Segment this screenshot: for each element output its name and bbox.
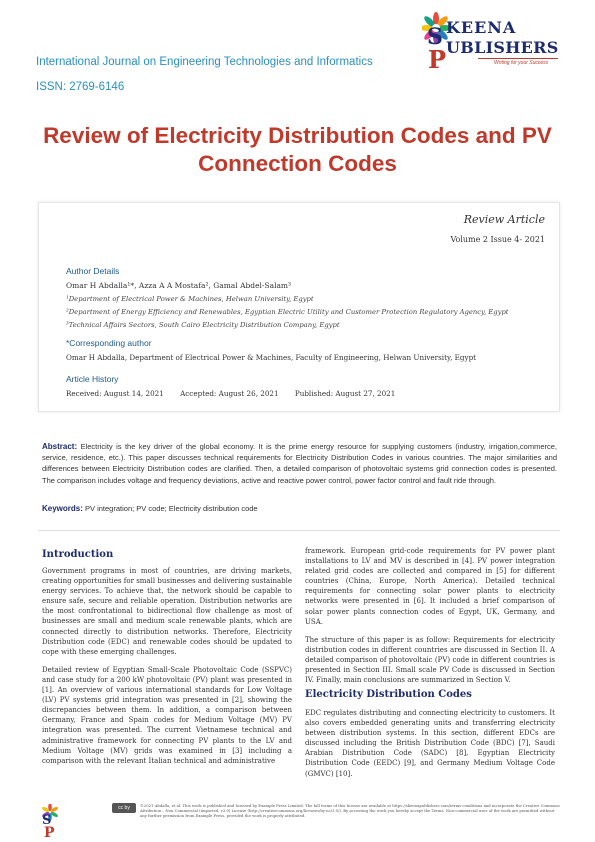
introduction-heading: Introduction [42, 549, 114, 560]
keywords [42, 504, 258, 513]
intro-paragraph: Detailed review of Egyptian Small-Scale Photovoltaic Code (SSPVC) and case study for a 200 kW photovoltaic (PV) plant was presented in [1]. An overview of various international standards for Low Voltage (LV) PV systems grid integration was presented in [2], showing the discrepancies between them. In addition, a comparison between Germany, France and Spain codes for Medium Voltage (MV) PV integration was presented. The current Vietnamese technical and administrative framework for connecting PV plants to the LV and Medium Voltage (MV) grids was examined in [3] including a comparison with the relevant Italian technical and administrative [42, 665, 292, 765]
cc-license-badge[interactable]: cc by [112, 803, 136, 813]
logo-divider [478, 58, 558, 59]
author-details-label: Author Details [66, 266, 120, 276]
svg-text:S: S [42, 813, 52, 828]
intro-paragraph: Government programs in most of countries, are driving markets, creating opportunities for small businesses and delivering sustainable energy services. To achieve that, the network should be capable to ensure safe, secure and reliable operation. Distribution networks are the most confrontational to bidirectional flow challenge as most of businesses are small and medium scale renewable plants, which are connected directly to distribution networks. Therefore, Electricity Distribution code (EDC) and renewable codes should be updated to cope with these emerging challenges. [42, 567, 292, 656]
issn: ISSN: 2769-6146 [36, 81, 125, 93]
received-date: Received: August 14, 2021 [66, 389, 164, 398]
abstract [42, 441, 557, 486]
page-title: Review of Electricity Distribution Codes and PV Connection Codes [43, 123, 552, 176]
edc-section [305, 708, 555, 787]
published-date: Published: August 27, 2021 [294, 389, 396, 398]
right-column [305, 546, 555, 693]
author-list: Omar H Abdalla¹*, Azza A A Mostafa², Gamal Abdel-Salam³ [66, 281, 292, 290]
intro-paragraph: framework. European grid-code requirements for PV power plant installations to LV and MV is described in [4]. PV power integration related grid codes are collected and compared in [5] for different countries (China, Europe, North America). Detailed technical requirements for connecting solar power plants to electricity networks were presented in [6]. It included a brief comparison of solar power plants connection codes of Egypt, UK, Germany, and USA. [305, 547, 555, 626]
svg-text:S: S [427, 24, 443, 50]
license-text: ©2021 Abdalla, et al. This work is published and licensed by Example Press Limited. The full terms of this license are available at https://skeenapublishers.com/terms-conditions and incorporate the Creative Commons Attribution – Non Commercial (unported, v3.0) License (http://creativecommons.org/licenses/by-nc/3.0/). By accessing the work you hereby accept the Terms. Non-commercial uses of the work are permitted without any further permission from Example Press, provided the work is properly attributed. [140, 803, 560, 819]
affiliation-2: ²Department of Energy Efficiency and Renewables, Egyptian Electric Utility and Customer Protection Regulatory Agency, Egypt [66, 308, 509, 316]
accepted-date: Accepted: August 26, 2021 [180, 389, 279, 398]
edc-heading: Electricity Distribution Codes [305, 689, 472, 700]
publisher-logo [422, 12, 562, 74]
abstract-label: Abstract: [42, 442, 78, 451]
corresponding-author-label: *Corresponding author [66, 338, 152, 348]
article-history-label: Article History [66, 374, 119, 384]
edc-paragraph: EDC regulates distributing and connecting electricity to customers. It also covers embedded generating units and transferring electricity between distribution systems. In this section, different EDCs are discussed including the British Distribution Code (BDC) [7], Saudi Arabian Distribution Code (SADC) [8], Egyptian Electricity Distribution Code (EEDC) [9], and Germany Medium Voltage Code (GMVC) [10]. [305, 709, 555, 778]
journal-name: International Journal on Engineering Technologies and Informatics [36, 56, 373, 68]
affiliation-3: ³Technical Affairs Sectors, South Cairo Electricity Distribution Company, Egypt [66, 321, 340, 329]
left-column [42, 566, 292, 774]
volume-issue: Volume 2 Issue 4- 2021 [450, 235, 545, 244]
footer-logo-icon [38, 804, 68, 838]
svg-text:P: P [428, 45, 447, 74]
logo-word-publishers: UBLISHERS [446, 38, 559, 57]
logo-word-keena: KEENA [446, 18, 517, 37]
abstract-text: Electricity is the key driver of the global economy. It is the prime energy resource for supplying customers (industry, irrigation,commerce, service, residence, etc.). This paper discusses technical requirements for Electricity Distribution Codes in various countries. The major similarities and differences between Electricity Distribution codes are clarified. Then, a detailed comparison of photovoltaic systems grid connection codes is presented. The comparison includes voltage and frequency deviations, active and reactive power control, power factor control and fault ride through. [42, 442, 557, 485]
corresponding-author-text: Omar H Abdalla, Department of Electrical Power & Machines, Faculty of Engineering, Helwan University, Egypt [66, 353, 477, 362]
affiliation-1: ¹Department of Electrical Power & Machines, Helwan University, Egypt [66, 295, 314, 303]
keywords-text: PV integration; PV code; Electricity distribution code [85, 504, 258, 513]
logo-tagline: Writing for your Success [494, 60, 549, 66]
article-type: Review Article [463, 213, 545, 226]
keywords-label: Keywords: [42, 504, 83, 513]
section-divider [38, 530, 560, 531]
article-dates [66, 389, 409, 398]
svg-text:P: P [44, 825, 55, 838]
intro-paragraph: The structure of this paper is as follow: Requirements for electricity distribution codes in different countries are discussed in Section II. A detailed comparison of photovoltaic (PV) code in different countries is presented in Section III. Small scale PV Code is discussed in Section IV. Finally, main conclusions are summarized in Section V. [305, 635, 555, 685]
